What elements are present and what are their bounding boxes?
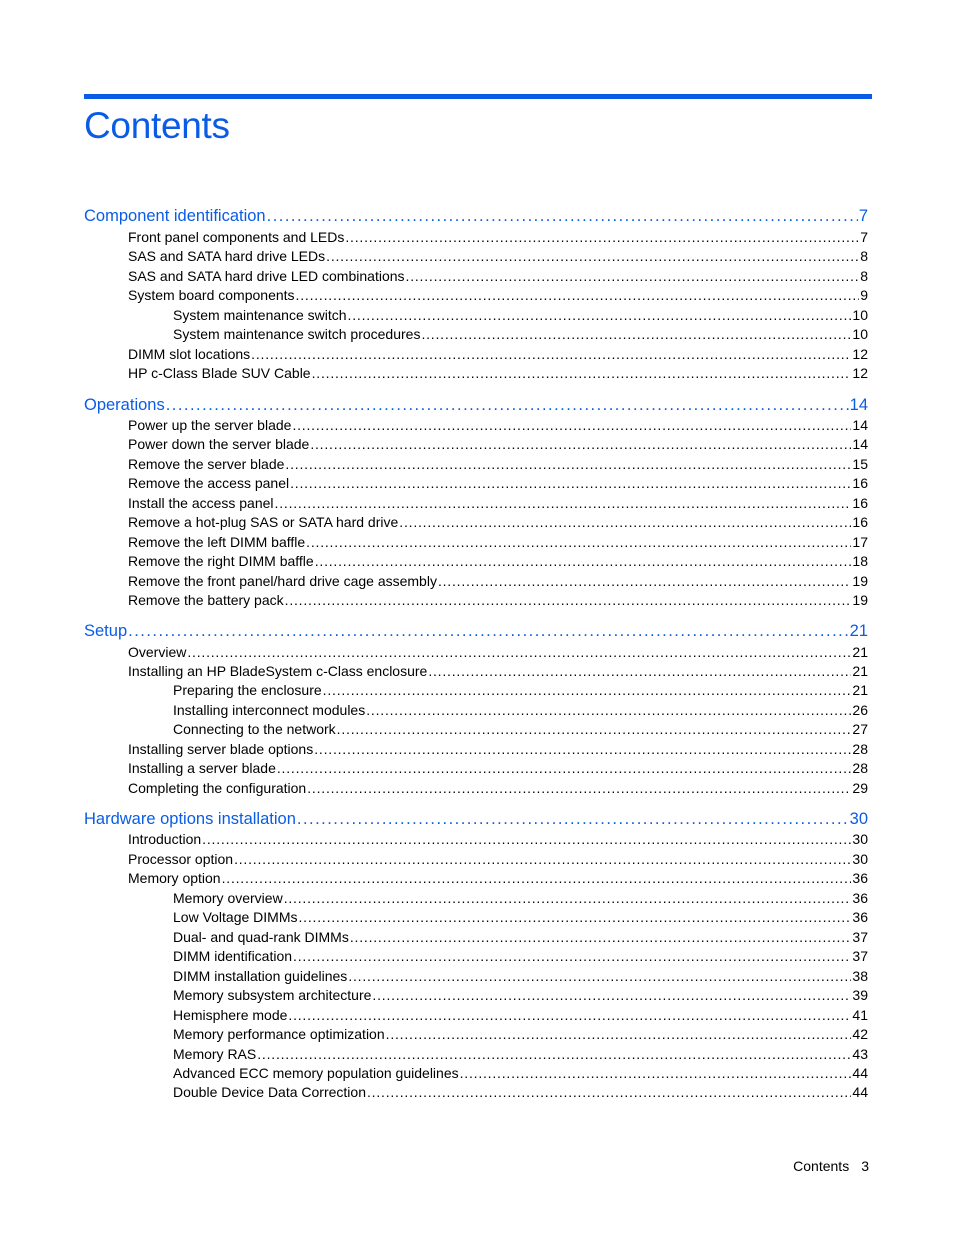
- toc-page-number: 21: [852, 663, 868, 679]
- toc-entry[interactable]: [128, 436, 868, 455]
- toc-entry-title: Installing an HP BladeSystem c-Class enclosure: [128, 663, 428, 679]
- toc-entry[interactable]: [128, 760, 868, 779]
- toc-entry[interactable]: [128, 365, 868, 384]
- toc-page-number: 14: [852, 417, 868, 433]
- toc-entry-title: Dual- and quad-rank DIMMs: [173, 929, 349, 945]
- toc-page-number: 29: [852, 780, 868, 796]
- toc-entry[interactable]: [173, 1046, 868, 1065]
- toc-entry-title: Introduction: [128, 831, 202, 847]
- toc-entry-title: Remove a hot-plug SAS or SATA hard drive: [128, 514, 399, 530]
- dot-leader: [234, 851, 851, 867]
- dot-leader: [421, 326, 851, 342]
- toc-entry-title: Advanced ECC memory population guidelines: [173, 1065, 459, 1081]
- toc-entry[interactable]: [173, 987, 868, 1006]
- toc-page-number: 17: [852, 534, 868, 550]
- dot-leader: [275, 495, 852, 511]
- title-rule: [84, 94, 872, 99]
- toc-entry-title: Remove the battery pack: [128, 592, 284, 608]
- toc-entry-title: Operations: [84, 396, 165, 414]
- toc-chapter-entry[interactable]: [84, 396, 868, 418]
- toc-entry-title: Setup: [84, 622, 128, 640]
- toc-page-number: 39: [852, 987, 868, 1003]
- dot-leader: [323, 682, 852, 698]
- toc-page-number: 19: [852, 592, 868, 608]
- dot-leader: [187, 644, 851, 660]
- toc-entry-title: HP c-Class Blade SUV Cable: [128, 365, 311, 381]
- footer-page-number: 3: [861, 1158, 869, 1174]
- toc-entry[interactable]: [128, 741, 868, 760]
- toc-page-number: 30: [849, 810, 868, 828]
- dot-leader: [128, 622, 849, 641]
- toc-entry-title: Remove the access panel: [128, 475, 290, 491]
- toc-entry-title: Connecting to the network: [173, 721, 336, 737]
- dot-leader: [299, 909, 852, 925]
- dot-leader: [292, 417, 851, 433]
- toc-page-number: 10: [852, 307, 868, 323]
- dot-leader: [350, 929, 852, 945]
- dot-leader: [460, 1065, 852, 1081]
- toc-entry[interactable]: [128, 534, 868, 553]
- toc-page-number: 41: [852, 1007, 868, 1023]
- dot-leader: [306, 534, 851, 550]
- dot-leader: [257, 1046, 851, 1062]
- toc-entry-title: Component identification: [84, 207, 266, 225]
- toc-page-number: 30: [852, 831, 868, 847]
- dot-leader: [267, 207, 858, 226]
- toc-entry-title: DIMM slot locations: [128, 346, 251, 362]
- dot-leader: [251, 346, 851, 362]
- toc-entry-title: Memory option: [128, 870, 221, 886]
- toc-entry[interactable]: [128, 870, 868, 889]
- toc-chapter-entry[interactable]: [84, 207, 868, 229]
- toc-entry[interactable]: [173, 948, 868, 967]
- toc-page-number: 21: [852, 682, 868, 698]
- page-title: Contents: [84, 105, 230, 146]
- dot-leader: [315, 553, 852, 569]
- dot-leader: [428, 663, 851, 679]
- toc-page-number: 36: [852, 909, 868, 925]
- dot-leader: [222, 870, 852, 886]
- dot-leader: [297, 810, 849, 829]
- toc-entry-title: Overview: [128, 644, 187, 660]
- toc-page-number: 15: [852, 456, 868, 472]
- toc-entry-title: Memory RAS: [173, 1046, 257, 1062]
- toc-entry-title: Installing a server blade: [128, 760, 276, 776]
- dot-leader: [312, 365, 852, 381]
- toc-page-number: 30: [852, 851, 868, 867]
- toc-entry-title: Remove the right DIMM baffle: [128, 553, 314, 569]
- dot-leader: [285, 456, 851, 472]
- toc-entry[interactable]: [173, 721, 868, 740]
- toc-entry[interactable]: [173, 702, 868, 721]
- toc-entry-title: Front panel components and LEDs: [128, 229, 345, 245]
- toc-entry-title: DIMM installation guidelines: [173, 968, 348, 984]
- toc-entry-title: Remove the front panel/hard drive cage assembly: [128, 573, 437, 589]
- toc-entry[interactable]: [173, 968, 868, 987]
- dot-leader: [314, 741, 851, 757]
- toc-entry-title: Installing interconnect modules: [173, 702, 366, 718]
- dot-leader: [296, 287, 860, 303]
- toc-chapter-entry[interactable]: [84, 810, 868, 832]
- dot-leader: [438, 573, 851, 589]
- toc-page-number: 36: [852, 890, 868, 906]
- toc-entry[interactable]: [128, 495, 868, 514]
- toc-page-number: 27: [852, 721, 868, 737]
- toc-page-number: 10: [852, 326, 868, 342]
- toc-page-number: 26: [852, 702, 868, 718]
- toc-entry[interactable]: [128, 287, 868, 306]
- toc-page-number: 12: [852, 346, 868, 362]
- toc-entry[interactable]: [128, 417, 868, 436]
- toc-page-number: 8: [860, 268, 868, 284]
- toc-entry-title: SAS and SATA hard drive LEDs: [128, 248, 326, 264]
- toc-entry[interactable]: [128, 851, 868, 870]
- toc-entry[interactable]: [173, 1084, 868, 1103]
- toc-entry[interactable]: [173, 909, 868, 928]
- toc-entry[interactable]: [128, 456, 868, 475]
- toc-page-number: 28: [852, 760, 868, 776]
- dot-leader: [288, 1007, 851, 1023]
- toc-entry-title: Memory performance optimization: [173, 1026, 385, 1042]
- dot-leader: [348, 307, 852, 323]
- toc-entry[interactable]: [173, 890, 868, 909]
- toc-entry[interactable]: [173, 1026, 868, 1045]
- toc-entry-title: Completing the configuration: [128, 780, 307, 796]
- footer-section: Contents: [793, 1158, 850, 1174]
- toc-page-number: 7: [860, 229, 868, 245]
- toc-page-number: 37: [852, 948, 868, 964]
- toc-page-number: 19: [852, 573, 868, 589]
- toc-entry-title: Preparing the enclosure: [173, 682, 322, 698]
- toc-page-number: 14: [849, 396, 868, 414]
- dot-leader: [202, 831, 851, 847]
- toc-page-number: 44: [852, 1065, 868, 1081]
- toc-entry-title: Hemisphere mode: [173, 1007, 288, 1023]
- dot-leader: [277, 760, 852, 776]
- dot-leader: [367, 1084, 851, 1100]
- toc-entry-title: Hardware options installation: [84, 810, 296, 828]
- dot-leader: [285, 592, 852, 608]
- toc-entry-title: Power up the server blade: [128, 417, 292, 433]
- toc-page-number: 14: [852, 436, 868, 452]
- toc-entry[interactable]: [128, 514, 868, 533]
- toc-entry-title: Double Device Data Correction: [173, 1084, 366, 1100]
- dot-leader: [166, 396, 849, 415]
- toc-entry-title: Memory subsystem architecture: [173, 987, 372, 1003]
- toc-entry[interactable]: [128, 346, 868, 365]
- dot-leader: [345, 229, 859, 245]
- toc-entry-title: Processor option: [128, 851, 234, 867]
- toc-entry[interactable]: [128, 229, 868, 248]
- toc-entry[interactable]: [128, 592, 868, 611]
- dot-leader: [284, 890, 852, 906]
- toc-chapter-entry[interactable]: [84, 622, 868, 644]
- toc-entry[interactable]: [128, 573, 868, 592]
- toc-page-number: 16: [852, 495, 868, 511]
- toc-page-number: 43: [852, 1046, 868, 1062]
- toc-page-number: 7: [858, 207, 868, 225]
- toc-page-number: 16: [852, 475, 868, 491]
- toc-page-number: 36: [852, 870, 868, 886]
- dot-leader: [310, 436, 851, 452]
- toc-entry[interactable]: [173, 307, 868, 326]
- toc-entry[interactable]: [173, 1007, 868, 1026]
- toc-entry-title: Low Voltage DIMMs: [173, 909, 298, 925]
- toc-entry-title: DIMM identification: [173, 948, 293, 964]
- toc-entry[interactable]: [128, 663, 868, 682]
- toc-entry[interactable]: [173, 326, 868, 345]
- toc-page-number: 21: [849, 622, 868, 640]
- toc-entry-title: System maintenance switch: [173, 307, 347, 323]
- dot-leader: [406, 268, 860, 284]
- toc-entry[interactable]: [173, 682, 868, 701]
- toc-entry[interactable]: [128, 553, 868, 572]
- dot-leader: [307, 780, 851, 796]
- dot-leader: [337, 721, 852, 737]
- dot-leader: [386, 1026, 852, 1042]
- toc-page-number: 12: [852, 365, 868, 381]
- toc-page-number: 37: [852, 929, 868, 945]
- toc-entry-title: Remove the server blade: [128, 456, 285, 472]
- page-footer: [793, 1158, 869, 1174]
- toc-entry-title: Remove the left DIMM baffle: [128, 534, 306, 550]
- toc-entry-title: Installing server blade options: [128, 741, 314, 757]
- dot-leader: [366, 702, 851, 718]
- dot-leader: [290, 475, 851, 491]
- dot-leader: [399, 514, 851, 530]
- toc-entry-title: SAS and SATA hard drive LED combinations: [128, 268, 405, 284]
- toc-page-number: 18: [852, 553, 868, 569]
- toc-page-number: 8: [860, 248, 868, 264]
- dot-leader: [293, 948, 851, 964]
- toc-page-number: 16: [852, 514, 868, 530]
- toc-entry-title: Memory overview: [173, 890, 283, 906]
- dot-leader: [372, 987, 851, 1003]
- dot-leader: [348, 968, 851, 984]
- toc-entry[interactable]: [128, 644, 868, 663]
- toc-entry-title: Power down the server blade: [128, 436, 310, 452]
- toc-entry-title: Install the access panel: [128, 495, 274, 511]
- toc-entry-title: System maintenance switch procedures: [173, 326, 421, 342]
- toc-entry[interactable]: [173, 1065, 868, 1084]
- toc-page-number: 9: [860, 287, 868, 303]
- toc-entry[interactable]: [128, 831, 868, 850]
- toc-entry[interactable]: [128, 475, 868, 494]
- toc-page-number: 42: [852, 1026, 868, 1042]
- dot-leader: [326, 248, 859, 264]
- toc-entry[interactable]: [128, 268, 868, 287]
- toc-page-number: 44: [852, 1084, 868, 1100]
- toc-entry-title: System board components: [128, 287, 295, 303]
- toc-page-number: 38: [852, 968, 868, 984]
- toc-entry[interactable]: [128, 248, 868, 267]
- toc-page-number: 21: [852, 644, 868, 660]
- toc-page-number: 28: [852, 741, 868, 757]
- toc-entry[interactable]: [173, 929, 868, 948]
- toc-entry[interactable]: [128, 780, 868, 799]
